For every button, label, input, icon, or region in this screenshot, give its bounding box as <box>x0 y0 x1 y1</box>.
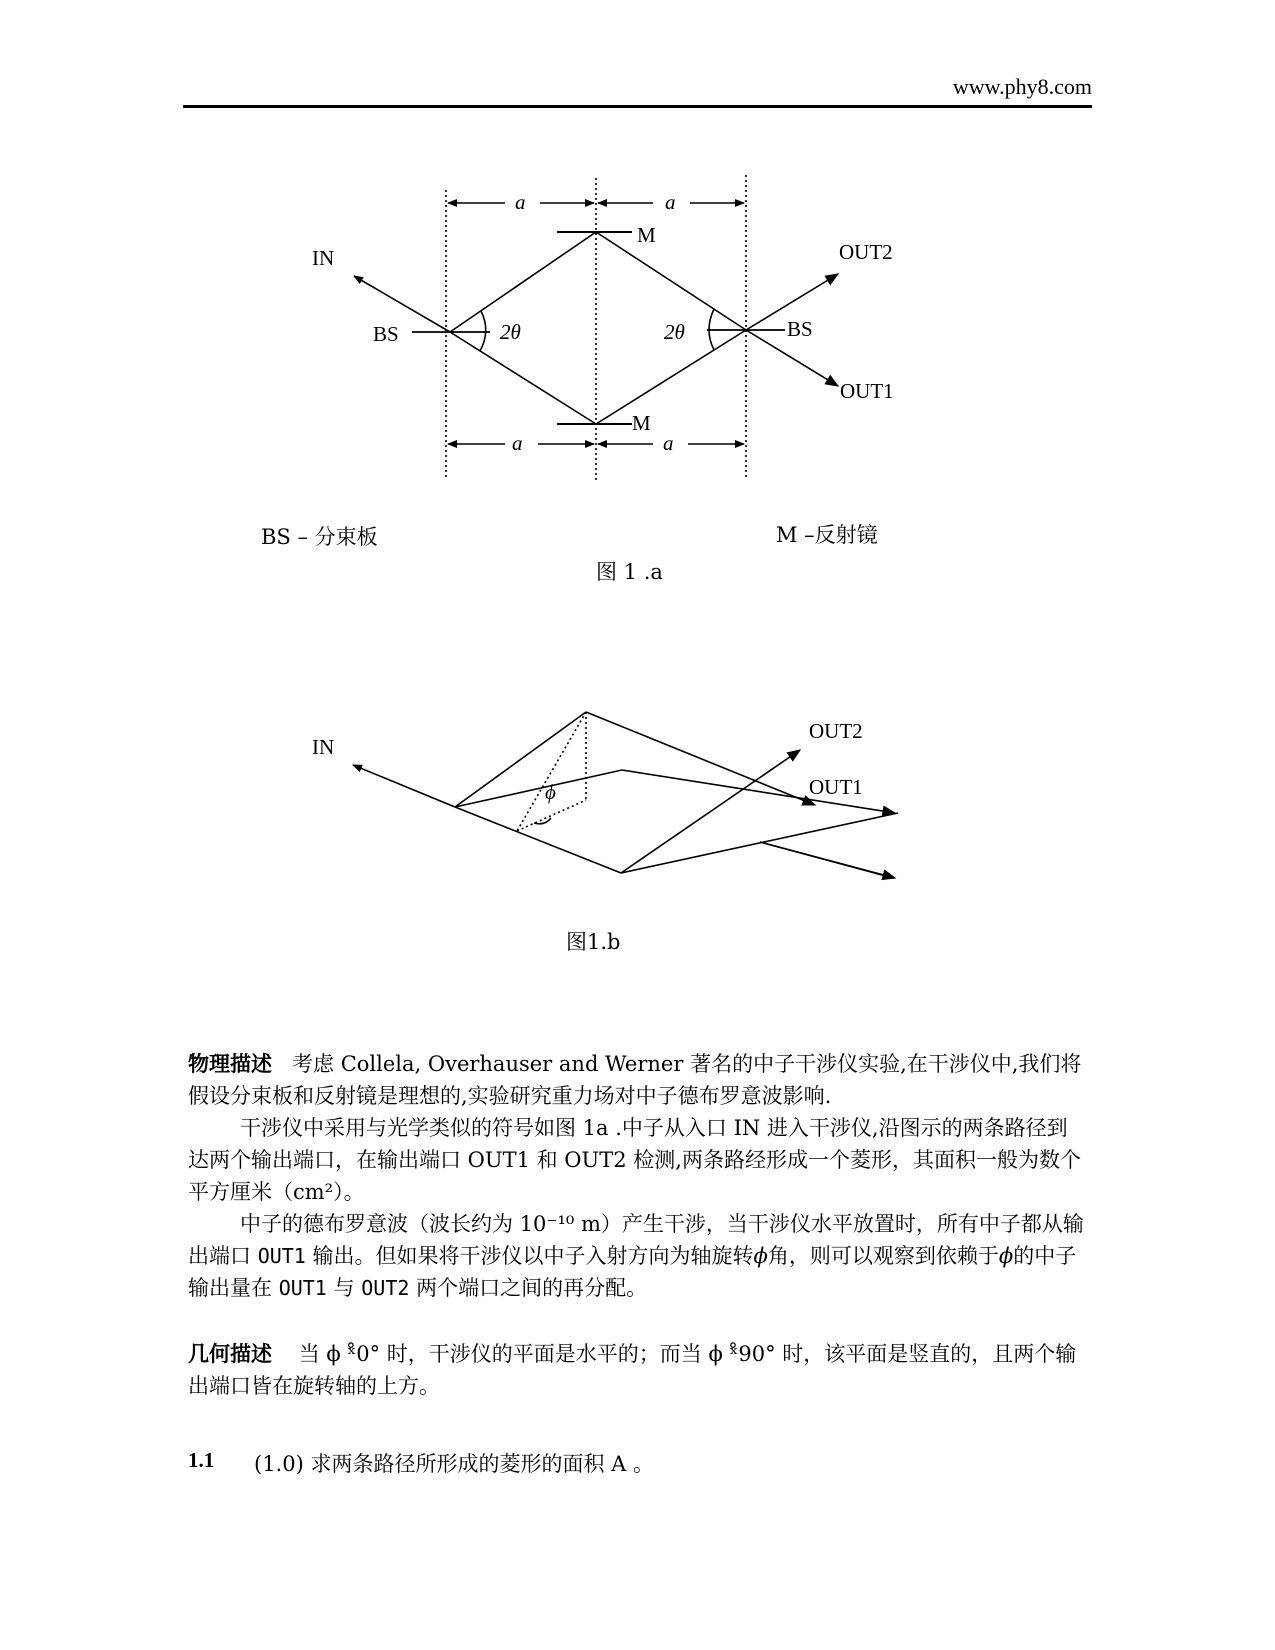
fig-a-label-a-top-left: a <box>515 190 526 214</box>
out2-port: OUT2 <box>361 1276 410 1300</box>
paragraph-physics <box>188 1048 1088 1112</box>
debroglie-text-4: 的中子输出量在 <box>188 1244 1077 1300</box>
fig-a-legend-bs: BS – 分束板 <box>261 525 378 549</box>
path-mbottom-to-bs <box>596 330 746 424</box>
paragraph-debroglie <box>188 1208 1088 1304</box>
fig-a-label-m-top: M <box>637 223 656 247</box>
fig-a-label-a-top-right: a <box>665 190 676 214</box>
debroglie-text-1: 中子的德布罗意波（波长约为 10⁻¹⁰ m）产生干涉，当干涉仪水平放置时，所有中子都从输出端口 <box>188 1212 1084 1268</box>
fig-b-dotted-base <box>517 800 586 831</box>
path-mtop-to-bs <box>596 232 746 330</box>
phi-symbol-2: ϕ <box>998 1244 1014 1268</box>
fig-a-label-angle-left: 2θ <box>500 320 521 344</box>
fig-b-transmitted-beam <box>455 807 893 878</box>
fig-b-lower-left <box>455 807 621 873</box>
fig-b-label-phi: ϕ <box>545 780 556 804</box>
angle-arc-left <box>480 311 486 351</box>
fig-b-tilted-top <box>586 712 815 805</box>
fig-b-through-beam <box>621 873 891 876</box>
fig-a-label-out2: OUT2 <box>839 240 893 264</box>
fig-a-legend-m: M –反射镜 <box>776 523 878 547</box>
fig-b-out1-arrow-line <box>760 842 895 878</box>
fig-a-label-bs-left: BS <box>373 322 399 346</box>
fig-a-label-a-bottom-left: a <box>512 431 523 455</box>
fig-b-label-in: IN <box>312 735 335 759</box>
fig-a-label-a-bottom-right: a <box>663 431 674 455</box>
debroglie-text-3: 角，则可以观察到依赖于 <box>767 1244 999 1268</box>
question-number: 1.1 <box>188 1448 215 1472</box>
fig-a-label-bs-right: BS <box>787 317 813 341</box>
paragraph-interferometer <box>188 1112 1088 1208</box>
fig-a-label-m-bottom: M <box>632 411 651 435</box>
path-bs-to-mtop <box>450 232 596 332</box>
out1-port-2: OUT1 <box>278 1276 327 1300</box>
figure-1a <box>354 175 838 480</box>
debroglie-text-6: 两个端口之间的再分配。 <box>416 1276 648 1300</box>
fig-a-caption: 图 1 .a <box>596 560 663 584</box>
fig-a-label-out1: OUT1 <box>840 379 894 403</box>
path-bs-to-mbottom <box>450 332 596 424</box>
fig-b-label-out2: OUT2 <box>809 719 863 743</box>
fig-b-long-beam <box>621 873 895 878</box>
physics-text: 考虑 Collela, Overhauser and Werner 著名的中子干涉仪实验,在干涉仪中,我们将假设分束板和反射镜是理想的,实验研究重力场对中子德布罗意波影响. <box>188 1052 1082 1108</box>
geometry-text: 当 ϕ ˣ̊0° 时，干涉仪的平面是水平的；而当 ϕ ˣ̊90° 时，该平面是竖直的，且两个输出端口皆在旋转轴的上方。 <box>188 1342 1077 1398</box>
fig-b-input-beam <box>353 765 455 807</box>
interferometer-text: 干涉仪中采用与光学类似的符号如图 1a .中子从入口 IN 进入干涉仪,沿图示的两条路径到达两个输出端口，在输出端口 OUT1 和 OUT2 检测,两条路经形成一个菱形，其面积一般为数个平方厘米（cm²）。 <box>188 1116 1081 1204</box>
site-url: www.phy8.com <box>952 74 1092 99</box>
fig-b-dotted-diagonal <box>517 712 586 831</box>
out1-port-1: OUT1 <box>257 1244 306 1268</box>
phi-symbol-1: ϕ <box>753 1244 768 1268</box>
debroglie-text-5: 与 <box>333 1276 355 1300</box>
fig-b-phi-arc <box>534 818 551 824</box>
input-beam <box>354 276 450 332</box>
heading-geometry: 几何描述 <box>188 1342 272 1366</box>
paragraph-geometry <box>188 1338 1088 1402</box>
fig-a-label-in: IN <box>312 246 335 270</box>
fig-a-label-angle-right: 2θ <box>664 320 685 344</box>
heading-physics: 物理描述 <box>188 1052 272 1076</box>
question-text: (1.0) 求两条路径所形成的菱形的面积 A 。 <box>254 1452 654 1476</box>
fig-b-out-beam-right <box>621 813 898 873</box>
fig-b-out2-beam <box>621 750 800 873</box>
fig-b-label-out1: OUT1 <box>809 775 863 799</box>
fig-b-caption: 图1.b <box>566 930 621 954</box>
debroglie-text-2: 输出。但如果将干涉仪以中子入射方向为轴旋转 <box>312 1244 754 1268</box>
